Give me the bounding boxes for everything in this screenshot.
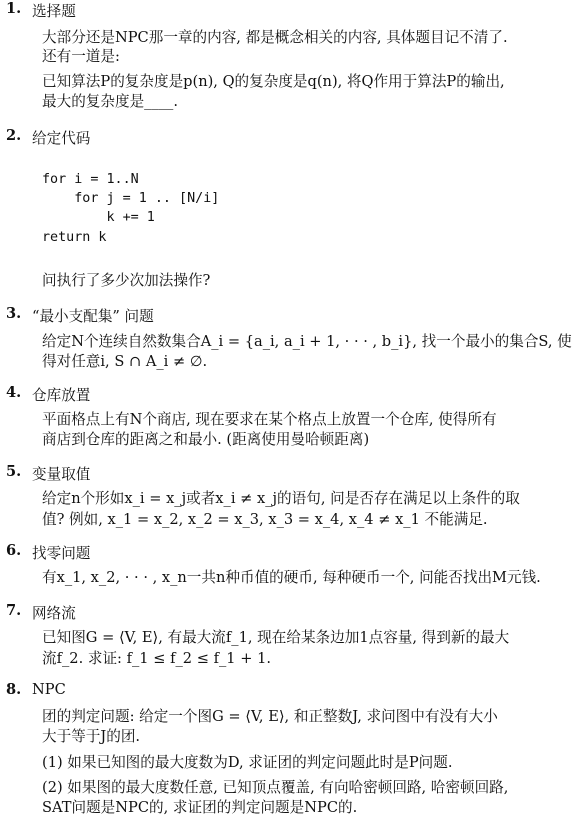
question-number: 5. bbox=[6, 463, 22, 480]
code-line: return k bbox=[42, 230, 107, 245]
question-text-line: SAT问题是NPC的, 求证团的判定问题是NPC的. bbox=[42, 799, 358, 816]
question-title: 变量取值 bbox=[32, 466, 91, 483]
question-text-line: (1) 如果已知图的最大度数为D, 求证团的判定问题此时是P问题. bbox=[42, 754, 453, 771]
code-line: k += 1 bbox=[42, 210, 155, 225]
code-line: for j = 1 .. [N/i] bbox=[42, 191, 220, 206]
question-title: 仓库放置 bbox=[32, 387, 91, 404]
question-title: 选择题 bbox=[32, 3, 76, 20]
question-number: 7. bbox=[6, 602, 22, 619]
question-number: 1. bbox=[6, 0, 22, 17]
question-title: 网络流 bbox=[32, 605, 76, 622]
question-number: 2. bbox=[6, 127, 22, 144]
question-text-line: 大部分还是NPC那一章的内容, 都是概念相关的内容, 具体题目记不清了. bbox=[42, 29, 508, 46]
question-text-line: 已知图G = ⟨V, E⟩, 有最大流f_1, 现在给某条边加1点容量, 得到新的最大 bbox=[42, 629, 510, 646]
question-text-line: 平面格点上有N个商店, 现在要求在某个格点上放置一个仓库, 使得所有 bbox=[42, 411, 497, 428]
code-line: for i = 1..N bbox=[42, 172, 139, 187]
question-text-line: 值? 例如, x_1 = x_2, x_2 = x_3, x_3 = x_4, x_4 ≠ x_1 不能满足. bbox=[42, 511, 488, 528]
question-text-line: 团的判定问题: 给定一个图G = ⟨V, E⟩, 和正整数J, 求问图中有没有大小 bbox=[42, 708, 498, 725]
question-text-line: 已知算法P的复杂度是p(n), Q的复杂度是q(n), 将Q作用于算法P的输出, bbox=[42, 73, 505, 90]
question-text-line: 商店到仓库的距离之和最小. (距离使用曼哈顿距离) bbox=[42, 431, 370, 448]
question-text-line: 得对任意i, S ∩ A_i ≠ ∅. bbox=[42, 353, 208, 370]
question-text-line: 有x_1, x_2, · · · , x_n一共n种币值的硬币, 每种硬币一个, 问能否找出M元钱. bbox=[42, 569, 541, 586]
question-text-line: 问执行了多少次加法操作? bbox=[42, 272, 211, 289]
question-text-line: 还有一道是: bbox=[42, 48, 120, 65]
question-number: 4. bbox=[6, 384, 22, 401]
question-title: “最小支配集” 问题 bbox=[32, 308, 154, 325]
question-text-line: 给定n个形如x_i = x_j或者x_i ≠ x_j的语句, 问是否存在满足以上条件的取 bbox=[42, 490, 520, 507]
question-text-line: 给定N个连续自然数集合A_i = {a_i, a_i + 1, · · · , b_i}, 找一个最小的集合S, 使 bbox=[42, 333, 572, 350]
question-text-line: 流f_2. 求证: f_1 ≤ f_2 ≤ f_1 + 1. bbox=[42, 650, 271, 667]
question-text-line: 大于等于J的团. bbox=[42, 728, 141, 745]
question-title: NPC bbox=[32, 681, 66, 698]
question-number: 8. bbox=[6, 681, 22, 698]
question-title: 给定代码 bbox=[32, 130, 91, 147]
question-number: 3. bbox=[6, 305, 22, 322]
question-text-line: 最大的复杂度是____. bbox=[42, 93, 178, 110]
question-text-line: (2) 如果图的最大度数任意, 已知顶点覆盖, 有向哈密顿回路, 哈密顿回路, bbox=[42, 779, 509, 796]
question-title: 找零问题 bbox=[32, 545, 91, 562]
question-number: 6. bbox=[6, 542, 22, 559]
